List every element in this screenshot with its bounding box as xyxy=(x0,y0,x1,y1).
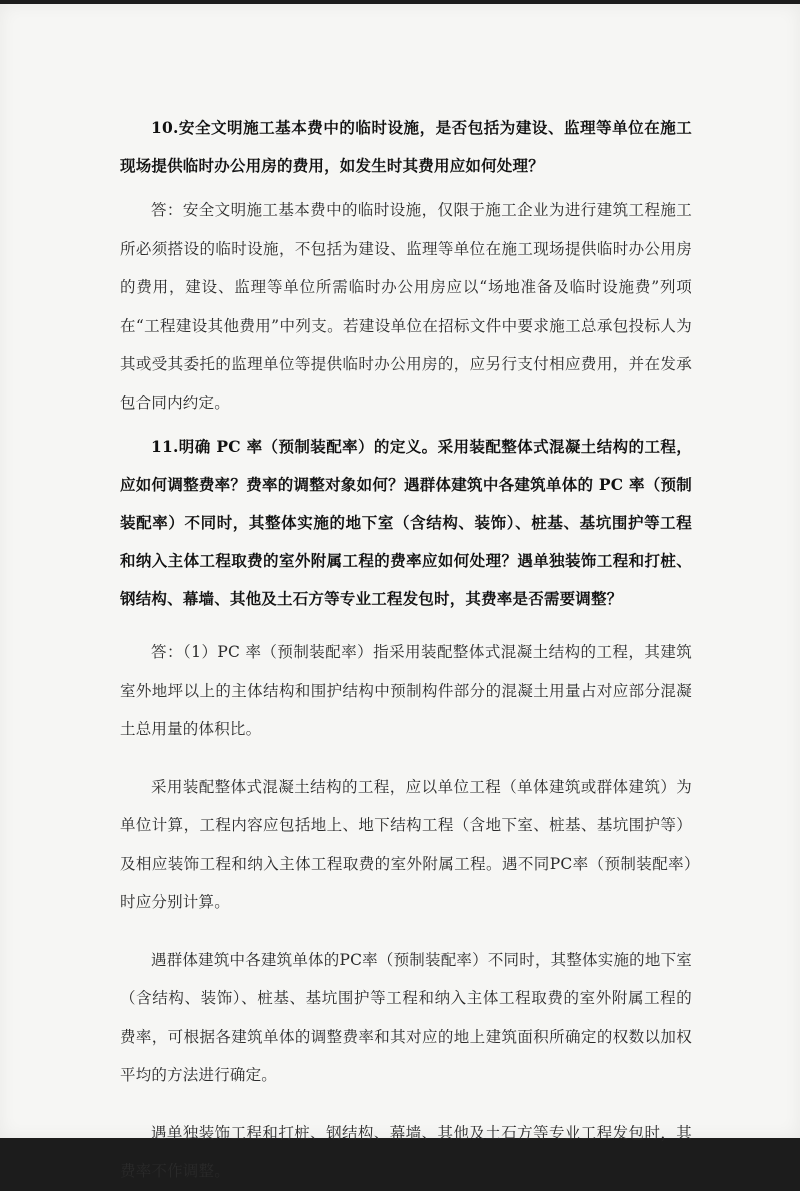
question-11: 11.明确 PC 率（预制装配率）的定义。采用装配整体式混凝土结构的工程，应如何调整费率？费率的调整对象如何？遇群体建筑中各建筑单体的 PC 率（预制装配率）不同时，其整体实施的地下室（含结构、装饰）、桩基、基坑围护等工程和纳入主体工程取费的室外附属工程的费率应如何处理？遇单独装饰工程和打桩、钢结构、幕墙、其他及土石方等专业工程发包时，其费率是否需要调整？ xyxy=(120,437,692,608)
answer-11-part-4: 遇单独装饰工程和打桩、钢结构、幕墙、其他及土石方等专业工程发包时，其费率不作调整。 xyxy=(120,1123,692,1180)
answer-11-part-3: 遇群体建筑中各建筑单体的PC率（预制装配率）不同时，其整体实施的地下室（含结构、装饰）、桩基、基坑围护等工程和纳入主体工程取费的室外附属工程的费率，可根据各建筑单体的调整费率和其对应的地上建筑面积所确定的权数以加权平均的方法进行确定。 xyxy=(120,950,692,1084)
answer-11-part-2: 采用装配整体式混凝土结构的工程，应以单位工程（单体建筑或群体建筑）为单位计算，工程内容应包括地上、地下结构工程（含地下室、桩基、基坑围护等）及相应装饰工程和纳入主体工程取费的室外附属工程。遇不同PC率（预制装配率）时应分别计算。 xyxy=(120,777,692,911)
document-page xyxy=(0,4,800,1180)
question-10: 10.安全文明施工基本费中的临时设施，是否包括为建设、监理等单位在施工现场提供临时办公用房的费用，如发生时其费用应如何处理？ xyxy=(120,118,692,175)
document-body xyxy=(120,109,692,1191)
answer-11-part-1: 答：（1）PC 率（预制装配率）指采用装配整体式混凝土结构的工程，其建筑室外地坪以上的主体结构和围护结构中预制构件部分的混凝土用量占对应部分混凝土总用量的体积比。 xyxy=(120,643,692,738)
answer-10: 答：安全文明施工基本费中的临时设施，仅限于施工企业为进行建筑工程施工所必须搭设的临时设施，不包括为建设、监理等单位在施工现场提供临时办公用房的费用，建设、监理等单位所需临时办公用房应以“场地准备及临时设施费”列项在“工程建设其他费用”中列支。若建设单位在招标文件中要求施工总承包投标人为其或受其委托的监理单位等提供临时办公用房的，应另行支付相应费用，并在发承包合同内约定。 xyxy=(120,201,692,412)
